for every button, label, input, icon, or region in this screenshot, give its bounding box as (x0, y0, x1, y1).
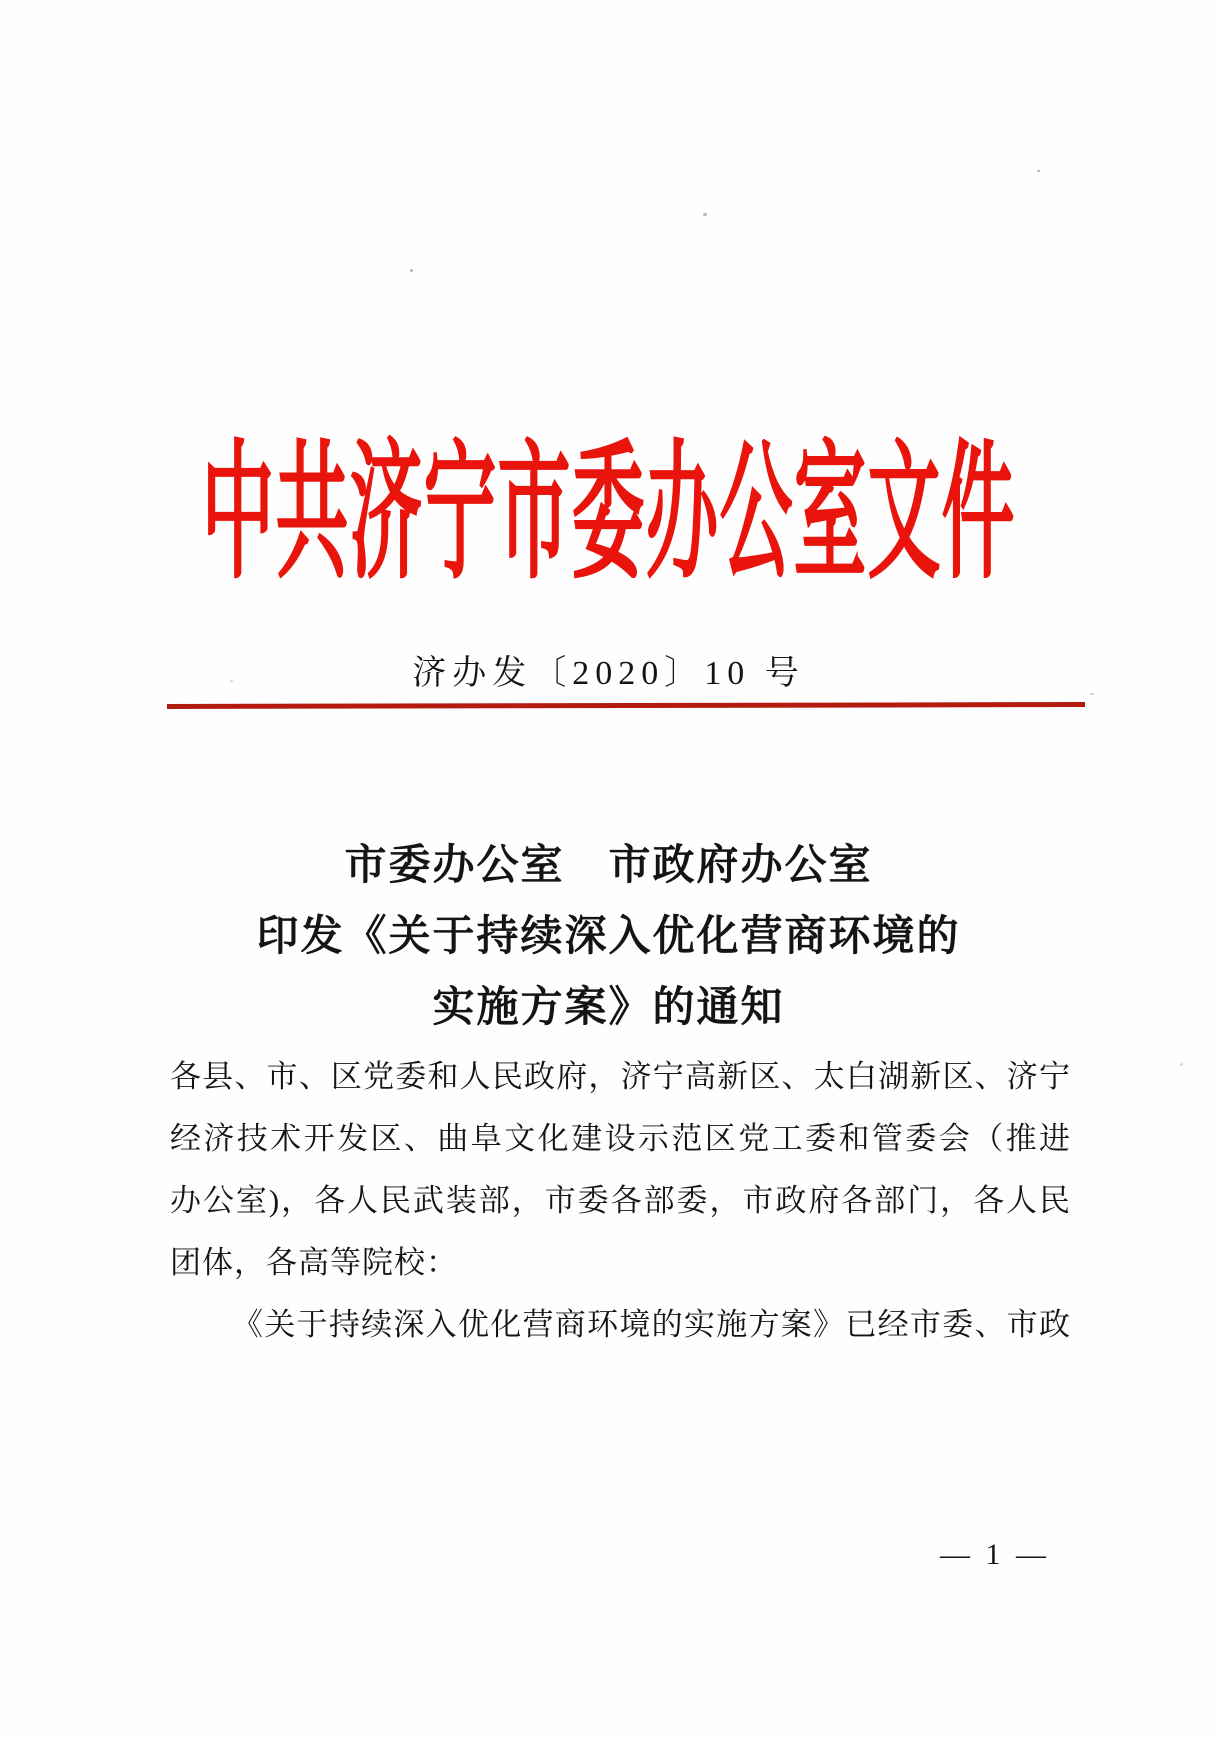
document-reference-number: 济办发〔2020〕10 号 (412, 655, 805, 692)
red-divider-line (167, 702, 1085, 709)
document-title-line-1: 市委办公室 市政府办公室 (344, 843, 873, 889)
document-masthead: 中共济宁市委办公室文件 (201, 430, 1016, 597)
scan-speck (410, 269, 413, 272)
scan-speck (230, 680, 233, 682)
page-number: — 1 — (940, 1538, 1050, 1571)
body-line-1: 各县、市、区党委和人民政府，济宁高新区、太白湖新区、济宁 (170, 1059, 1071, 1094)
document-title (0, 831, 1217, 1044)
document-title-line-3: 实施方案》的通知 (432, 985, 785, 1031)
scan-speck (1090, 693, 1094, 695)
scan-speck (1037, 170, 1040, 172)
scan-speck (703, 213, 707, 216)
body-line-5: 《关于持续深入优化营商环境的实施方案》已经市委、市政 (232, 1307, 1071, 1342)
scan-speck (1180, 1063, 1183, 1066)
body-line-2: 经济技术开发区、曲阜文化建设示范区党工委和管委会（推进 (170, 1121, 1071, 1156)
document-body (170, 1046, 1071, 1356)
body-line-4: 团体，各高等院校： (170, 1245, 458, 1280)
body-line-3: 办公室)，各人民武装部，市委各部委，市政府各部门，各人民 (170, 1183, 1071, 1218)
document-title-line-2: 印发《关于持续深入优化营商环境的 (256, 914, 961, 960)
